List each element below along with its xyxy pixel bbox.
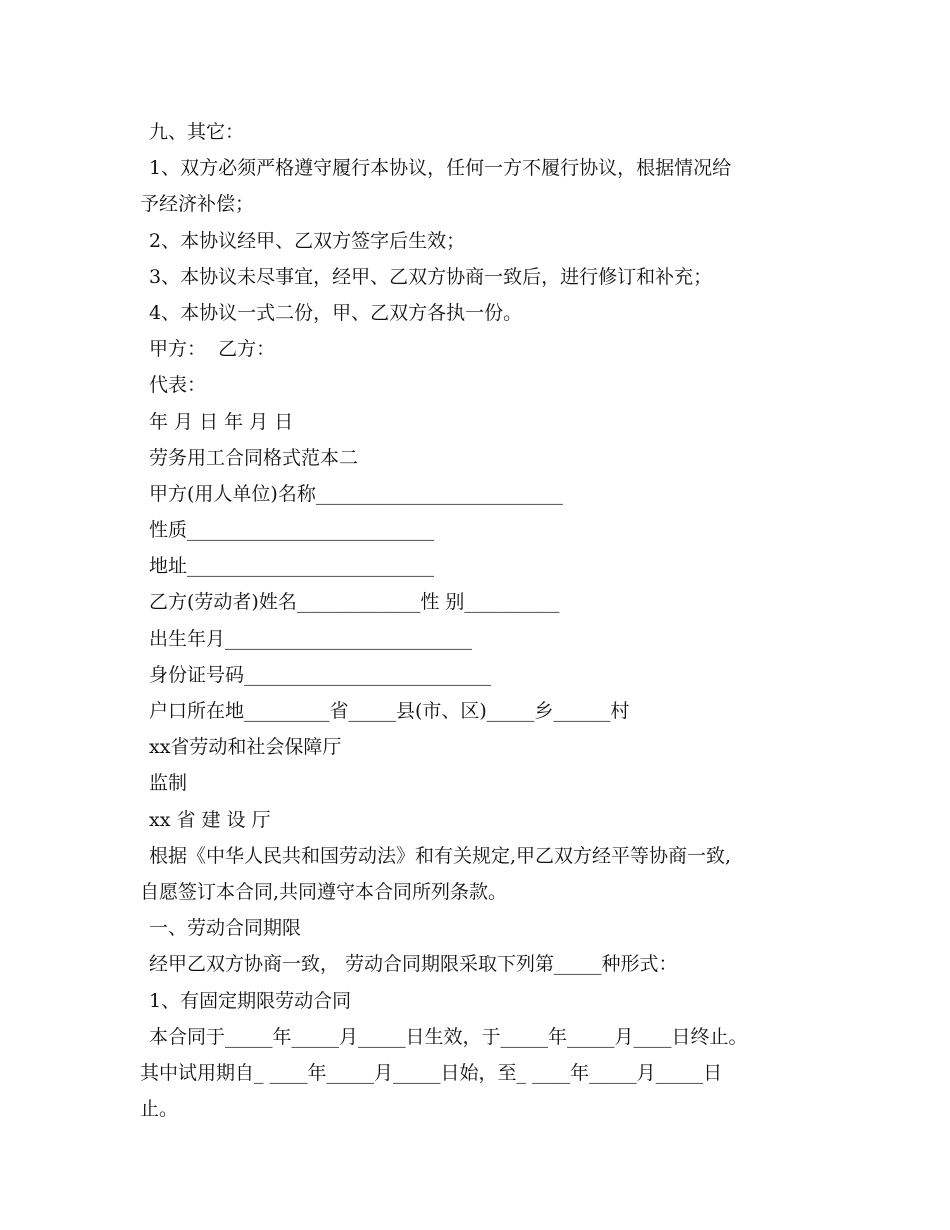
document-line: 1、有固定期限劳动合同: [149, 989, 352, 1012]
document-line: 本合同于_____年_____月_____日生效，于_____年_____月____日终止。: [149, 1025, 748, 1048]
document-line: 甲方： 乙方：: [149, 338, 276, 361]
document-line: 劳务用工合同格式范本二: [149, 446, 359, 469]
document-body: [140, 114, 830, 1127]
document-line: 出生年月__________________________: [149, 627, 473, 650]
document-line: 代表：: [149, 374, 207, 397]
document-line: 监制: [149, 772, 188, 795]
document-line: 九、其它：: [149, 121, 245, 143]
document-line: 身份证号码__________________________: [149, 663, 492, 686]
document-line: 年 月 日 年 月 日: [149, 410, 294, 433]
document-line: 根据《中华人民共和国劳动法》和有关规定,甲乙双方经平等协商一致,: [149, 844, 732, 867]
document-line: 性质__________________________: [149, 519, 435, 542]
document-line: xx省劳动和社会保障厅: [149, 736, 342, 759]
document-line: 予经济补偿；: [140, 193, 255, 216]
document-line: 乙方(劳动者)姓名_____________性 别__________: [149, 591, 560, 614]
document-line: 甲方(用人单位)名称__________________________: [149, 482, 563, 505]
document-line: 2、本协议经甲、乙双方签字后生效；: [149, 229, 466, 252]
document-line: 止。: [140, 1098, 179, 1121]
document-line: 3、本协议未尽事宜，经甲、乙双方协商一致后，进行修订和补充；: [149, 265, 713, 288]
document-line: 户口所在地_________省_____县(市、区)_____乡______村: [149, 700, 630, 722]
document-line: 经甲乙双方协商一致， 劳动合同期限采取下列第_____种形式：: [149, 953, 678, 976]
document-line: 一、劳动合同期限: [149, 917, 302, 940]
document-line: 自愿签订本合同,共同遵守本合同所列条款。: [140, 880, 508, 903]
document-line: 其中试用期自_ ____年_____月_____日始，至_ ____年_____月_____日: [140, 1061, 723, 1084]
document-line: 4、本协议一式二份，甲、乙双方各执一份。: [149, 301, 523, 324]
document-line: 地址__________________________: [149, 555, 435, 578]
document-line: xx 省 建 设 厅: [149, 808, 271, 831]
document-line: 1、双方必须严格遵守履行本协议，任何一方不履行协议，根据情况给: [149, 157, 732, 180]
